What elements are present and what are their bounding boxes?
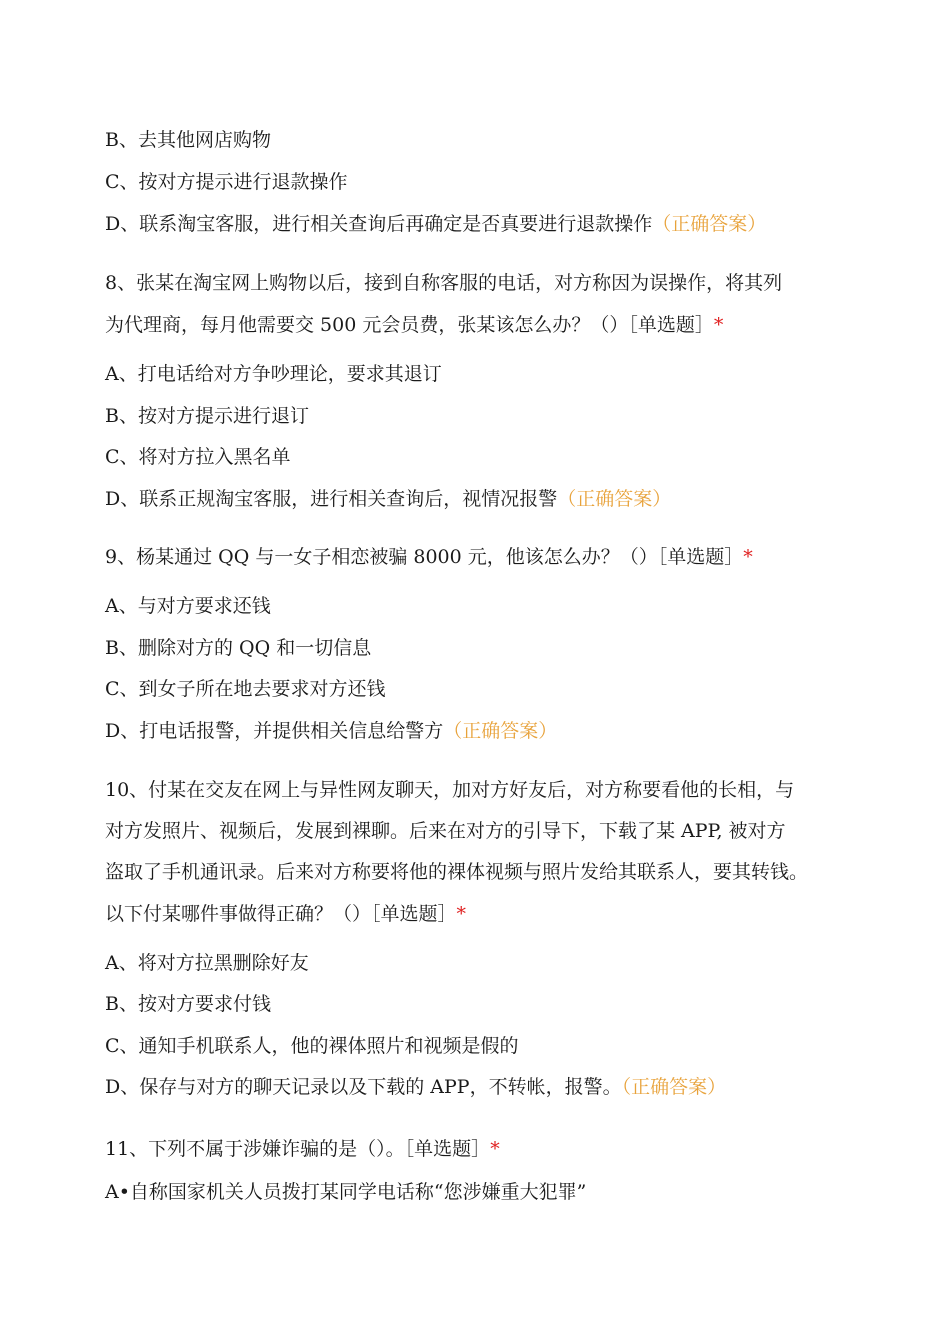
q9-option-d (105, 719, 557, 743)
question-text: 9、杨某通过 QQ 与一女子相恋被骗 8000 元，他该怎么办？（）［单选题］ (105, 546, 744, 568)
q9-option-c: C、到女子所在地去要求对方还钱 (105, 678, 386, 700)
q10-option-b: B、按对方要求付钱 (105, 993, 271, 1015)
correct-answer-label: （正确答案） (621, 1076, 727, 1098)
required-mark: * (743, 546, 753, 568)
correct-answer-label: （正确答案） (443, 720, 558, 742)
q10-question-line-1: 10、付某在交友在网上与异性网友聊天，加对方好友后，对方称要看他的长相，与 (105, 779, 795, 801)
q7-option-c: C、按对方提示进行退款操作 (105, 171, 348, 193)
q10-question-line-4 (105, 902, 466, 926)
option-text: D、联系淘宝客服，进行相关查询后再确定是否真要进行退款操作 (105, 213, 653, 235)
q8-option-b: B、按对方提示进行退订 (105, 405, 309, 427)
question-text: 为代理商，每月他需要交 500 元会员费，张某该怎么办？（）［单选题］ (105, 314, 714, 336)
q9-question-line-1 (105, 545, 753, 569)
q11-question-line-1 (105, 1137, 500, 1161)
q8-option-a: A、打电话给对方争吵理论，要求其退订 (105, 363, 442, 385)
q7-option-d (105, 212, 766, 236)
q10-question-line-2: 对方发照片、视频后，发展到裸聊。后来在对方的引导下，下载了某 APP, 被对方 (105, 820, 786, 842)
q9-option-a: A、与对方要求还钱 (105, 595, 271, 617)
required-mark: * (456, 903, 467, 925)
q8-option-c: C、将对方拉入黑名单 (105, 446, 291, 468)
q7-option-b: B、去其他网店购物 (105, 129, 271, 151)
correct-answer-label: （正确答案） (652, 213, 767, 235)
q9-option-b: B、删除对方的 QQ 和一切信息 (105, 637, 372, 659)
q8-option-d (105, 487, 671, 511)
question-text: 以下付某哪件事做得正确？（）［单选题］ (105, 903, 457, 925)
option-text: D、联系正规淘宝客服，进行相关查询后，视情况报警 (105, 488, 558, 510)
option-text: D、保存与对方的聊天记录以及下载的 APP，不转帐，报警。 (105, 1076, 622, 1098)
option-text: D、打电话报警，并提供相关信息给警方 (105, 720, 444, 742)
required-mark: * (490, 1138, 500, 1160)
q8-question-line-1: 8、张某在淘宝网上购物以后，接到自称客服的电话，对方称因为误操作，将其列 (105, 272, 783, 294)
q10-question-line-3: 盗取了手机通讯录。后来对方称要将他的裸体视频与照片发给其联系人，要其转钱。 (105, 861, 809, 883)
question-text: 11、下列不属于涉嫌诈骗的是（）。［单选题］ (105, 1138, 491, 1160)
q10-option-a: A、将对方拉黑删除好友 (105, 952, 309, 974)
q8-question-line-2 (105, 313, 723, 337)
q10-option-d (105, 1075, 726, 1099)
q10-option-c: C、通知手机联系人，他的裸体照片和视频是假的 (105, 1035, 519, 1057)
q11-option-a: A•自称国家机关人员拨打某同学电话称“您涉嫌重大犯罪” (105, 1181, 587, 1203)
required-mark: * (713, 314, 724, 336)
correct-answer-label: （正确答案） (557, 488, 672, 510)
